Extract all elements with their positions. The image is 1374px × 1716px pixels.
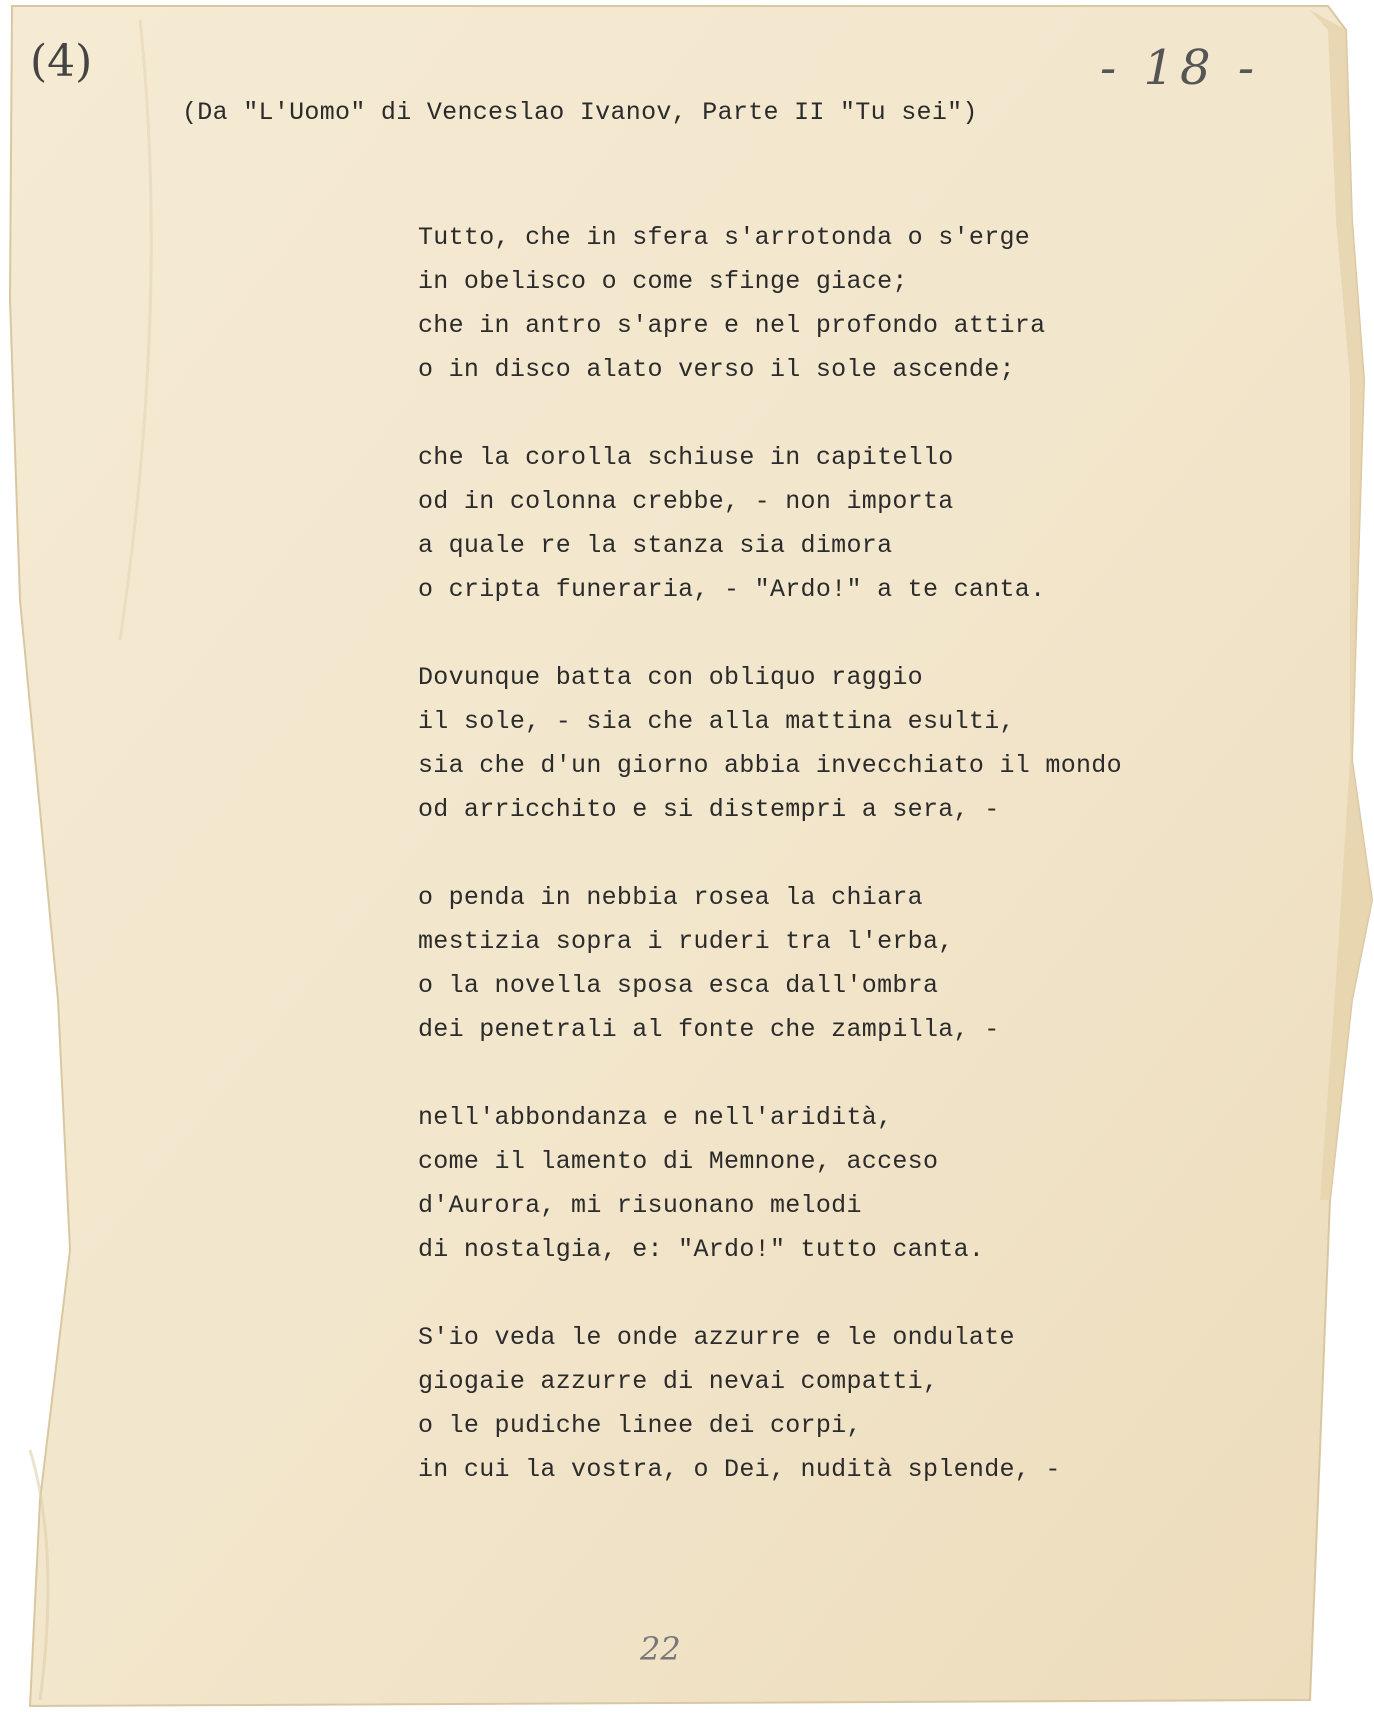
poem-line: dei penetrali al fonte che zampilla, - [418,1015,1000,1044]
poem-line: giogaie azzurre di nevai compatti, [418,1367,939,1396]
poem-line: Tutto, che in sfera s'arrotonda o s'erge [418,223,1031,252]
poem-line: che in antro s'apre e nel profondo attira [418,311,1046,340]
poem-line: che la corolla schiuse in capitello [418,443,954,472]
handwritten-page-number-bottom: 22 [640,1630,681,1668]
poem-line: di nostalgia, e: "Ardo!" tutto canta. [418,1235,985,1264]
poem-line: o la novella sposa esca dall'ombra [418,971,939,1000]
poem-line: mestizia sopra i ruderi tra l'erba, [418,927,954,956]
poem-line: il sole, - sia che alla mattina esulti, [418,707,1015,736]
poem-body [418,216,1198,1536]
poem-line: o in disco alato verso il sole ascende; [418,355,1015,384]
poem-line: o penda in nebbia rosea la chiara [418,883,923,912]
poem-line: in obelisco o come sfinge giace; [418,267,908,296]
poem-line: in cui la vostra, o Dei, nudità splende, - [418,1455,1061,1484]
poem-line: nell'abbondanza e nell'aridità, [418,1103,893,1132]
stanza [418,1316,1198,1492]
stanza [418,436,1198,612]
poem-line: S'io veda le onde azzurre e le ondulate [418,1323,1015,1352]
stanza [418,1096,1198,1272]
poem-line: a quale re la stanza sia dimora [418,531,893,560]
poem-line: od in colonna crebbe, - non importa [418,487,954,516]
poem-line: come il lamento di Memnone, acceso [418,1147,939,1176]
stanza [418,876,1198,1052]
handwritten-page-number-left: (4) [30,36,93,87]
poem-line: o le pudiche linee dei corpi, [418,1411,862,1440]
stanza [418,216,1198,392]
poem-line: sia che d'un giorno abbia invecchiato il mondo [418,751,1122,780]
poem-line: Dovunque batta con obliquo raggio [418,663,923,692]
poem-line: d'Aurora, mi risuonano melodi [418,1191,862,1220]
poem-line: o cripta funeraria, - "Ardo!" a te canta. [418,575,1046,604]
stanza [418,656,1198,832]
poem-line: od arricchito e si distempri a sera, - [418,795,1000,824]
handwritten-page-number-right: - 18 - [1100,40,1261,96]
document-heading: (Da "L'Uomo" di Venceslao Ivanov, Parte II "Tu sei") [182,98,978,127]
